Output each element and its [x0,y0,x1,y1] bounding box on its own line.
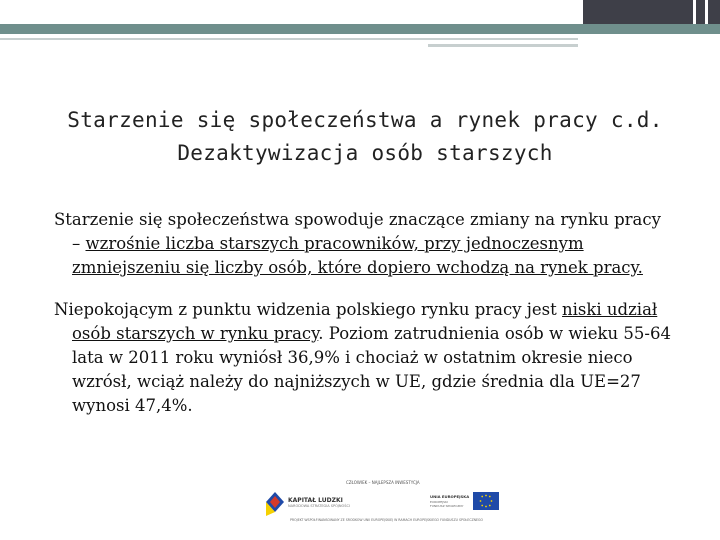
slide-body [54,208,674,436]
footer-fine-print: PROJEKT WSPÓŁFINANSOWANY ZE ŚRODKÓW UNII EUROPEJSKIEJ W RAMACH EUROPEJSKIEGO FUNDUSZU SPOŁECZNEGO [290,518,484,522]
header-teal-bar [0,24,720,34]
paragraph-2-underlined: niski udział osób starszych w rynku pracy [72,300,658,343]
paragraph-1 [54,208,674,280]
slide-title [40,104,690,170]
paragraph-1-text: Starzenie się społeczeństwa spowoduje znaczące zmiany na rynku pracy – [54,210,661,253]
paragraph-1-underlined: wzrośnie liczba starszych pracowników, przy jednoczesnym zmniejszeniu się liczby osób, które dopiero wchodzą na rynek pracy. [72,234,643,277]
header-divider [693,0,696,24]
eu-sub: EUROPEJSKI FUNDUSZ SPOŁECZNY [430,500,464,508]
paragraph-2-text-after: . Poziom zatrudnienia osób w wieku 55-64 lata w 2011 roku wyniósł 36,9% i chociaż w ostatnim okresie nieco wzrósł, wciąż należy do najniższych w UE, gdzie średnia dla UE=27 wynosi 47,4%. [72,324,671,415]
paragraph-2-text: Niepokojącym z punktu widzenia polskiego rynku pracy jest [54,300,563,319]
header-rule [0,38,578,40]
header-divider [705,0,708,24]
header-rule-short [428,44,578,47]
footer-caption: CZŁOWIEK – NAJLEPSZA INWESTYCJA [346,480,420,485]
title-line-2: Dezaktywizacja osób starszych [177,141,553,165]
kapital-ludzki-sub: NARODOWA STRATEGIA SPÓJNOŚCI [288,504,350,508]
kapital-ludzki-logo [264,490,286,518]
title-line-1: Starzenie się społeczeństwa a rynek pracy c.d. [67,108,663,132]
paragraph-2 [54,298,674,418]
eu-label: UNIA EUROPEJSKA [430,494,470,499]
kapital-ludzki-label: KAPITAŁ LUDZKI [288,497,343,504]
funding-logos [262,478,512,528]
eu-flag-icon [473,492,499,510]
header-dark-block [583,0,720,24]
